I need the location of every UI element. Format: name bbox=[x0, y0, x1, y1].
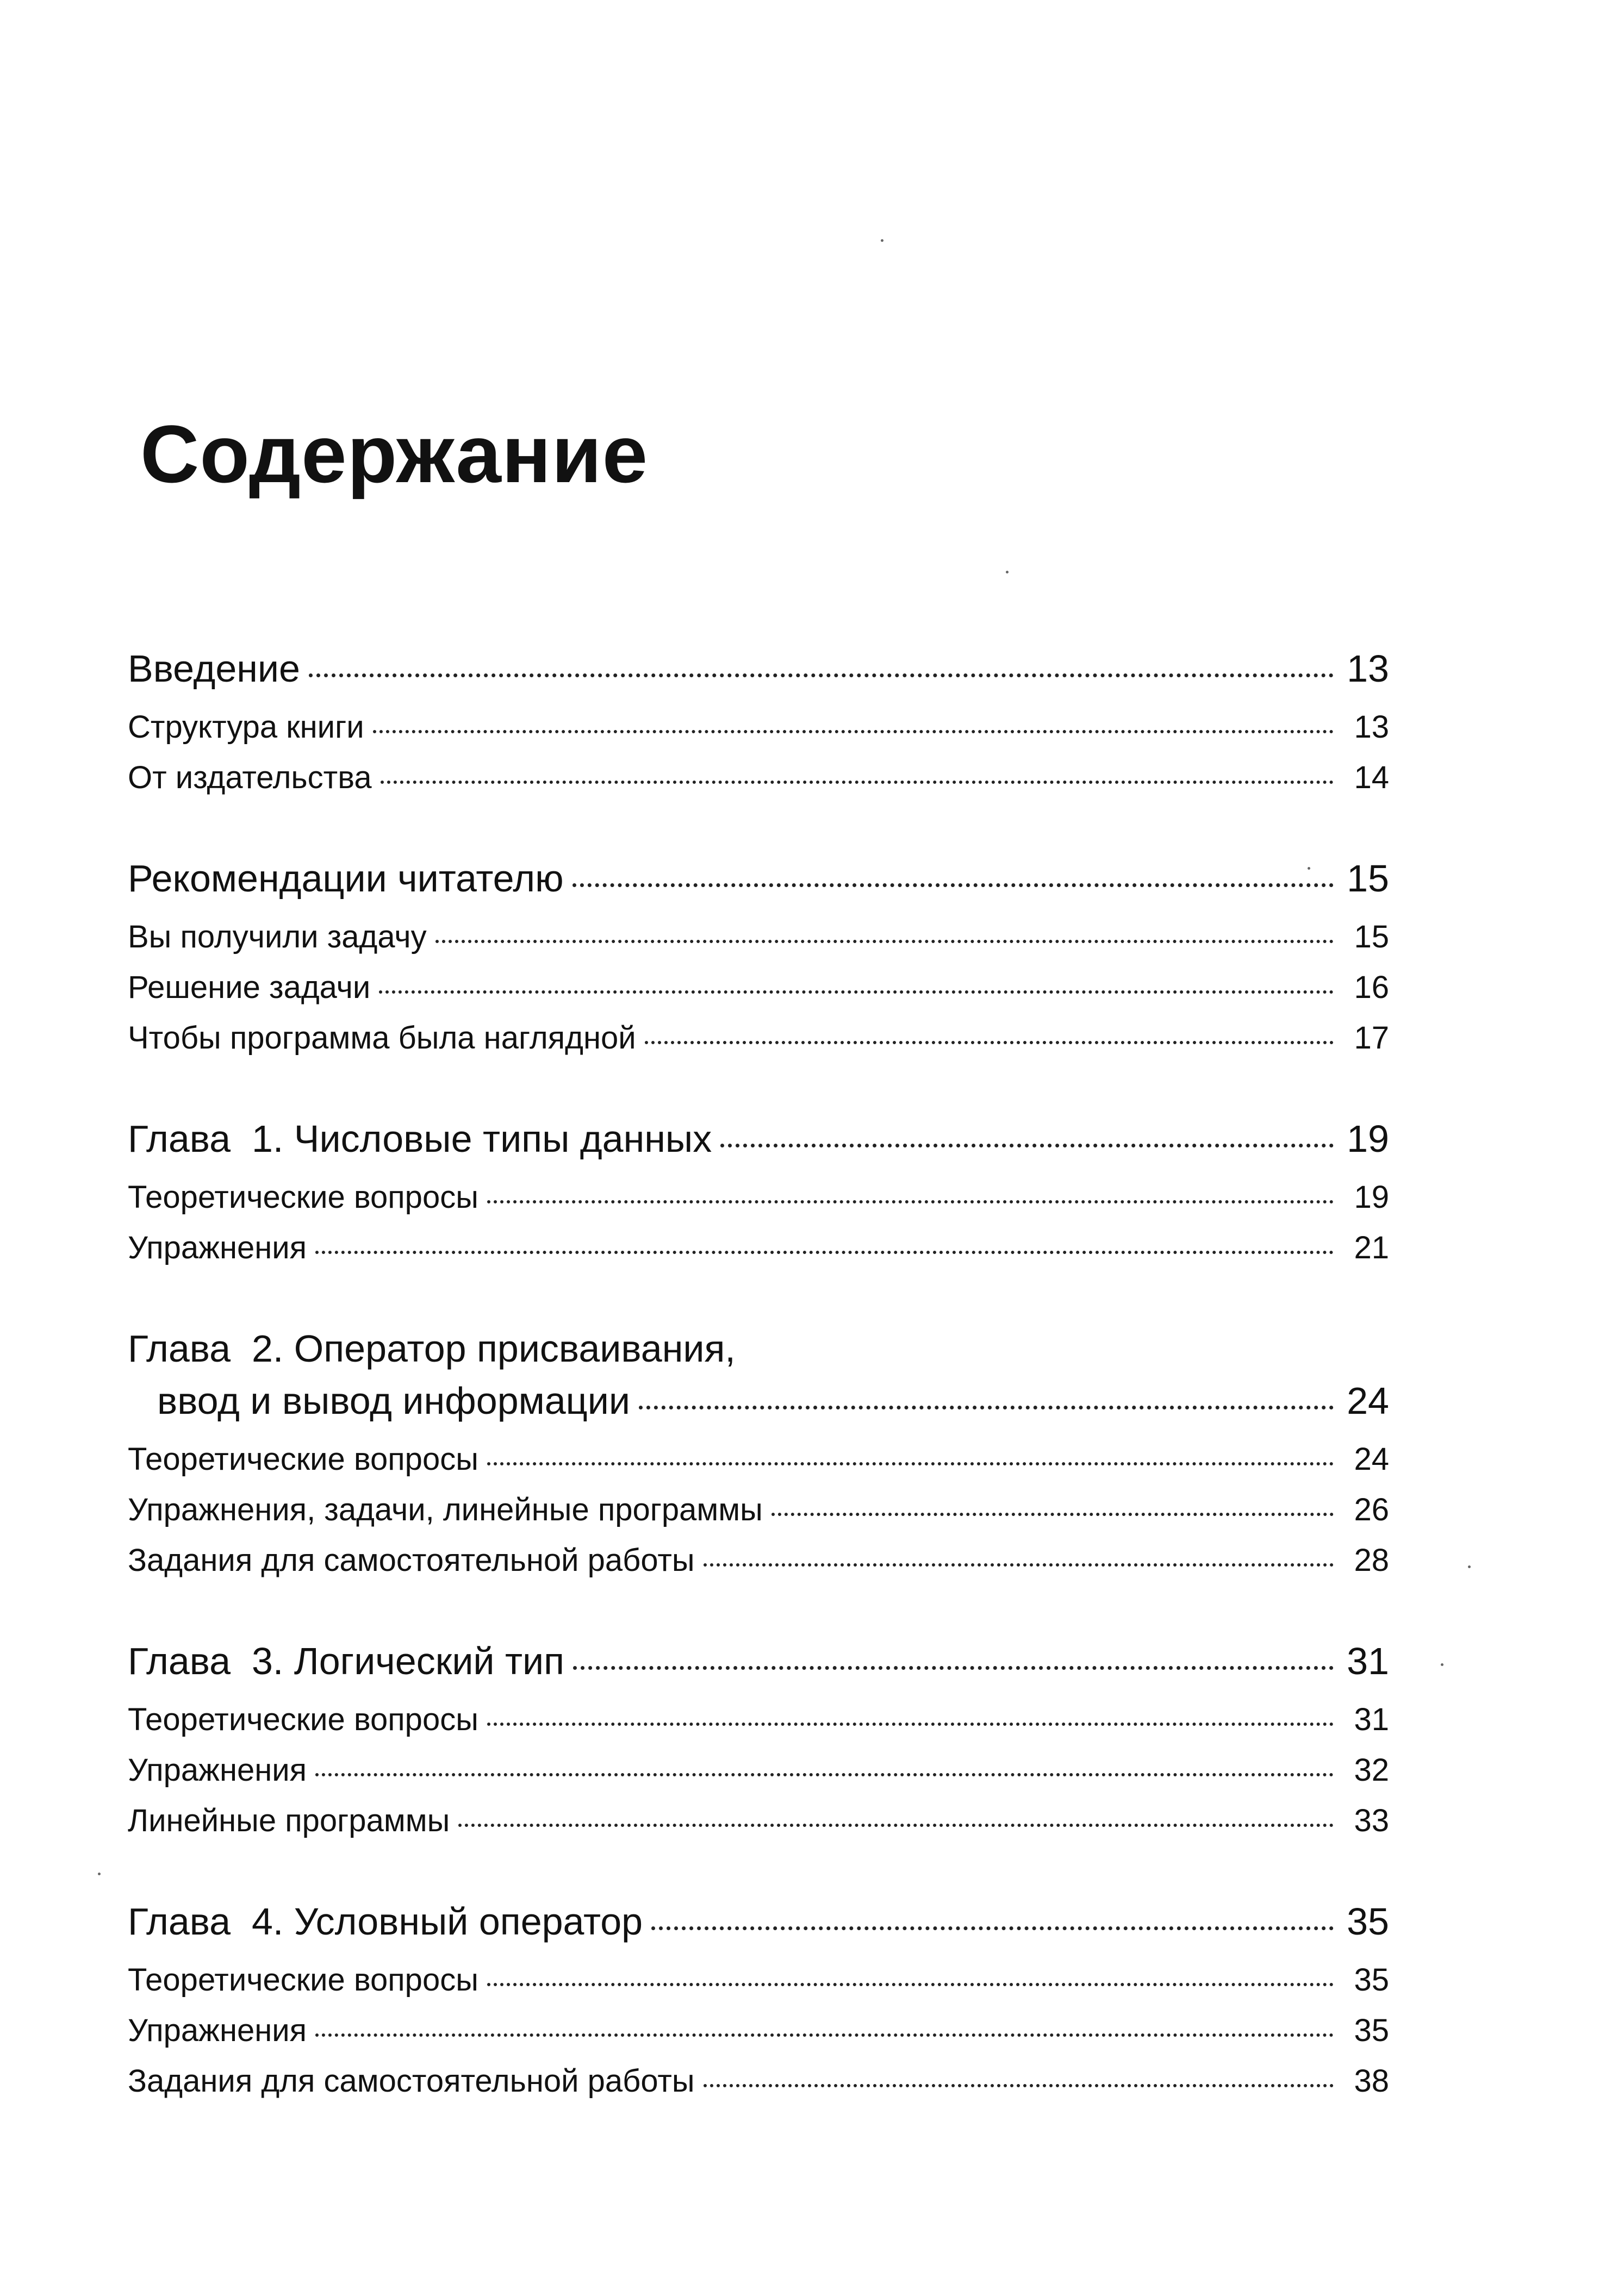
dot-leader bbox=[645, 1041, 1334, 1044]
scan-speck bbox=[1308, 867, 1310, 870]
toc-subentry-title: Теоретические вопросы bbox=[128, 1180, 478, 1215]
dot-leader bbox=[487, 1723, 1334, 1726]
scan-speck bbox=[1468, 1565, 1471, 1568]
toc-page-number: 15 bbox=[1354, 919, 1389, 954]
toc-page-number: 13 bbox=[1354, 709, 1389, 745]
toc-entry-title-line1[interactable]: Глава 2. Оператор присваивания, bbox=[128, 1327, 736, 1370]
toc-entry-title: Введение bbox=[128, 647, 300, 690]
toc-subentry-title: Задания для самостоятельной работы bbox=[128, 2063, 695, 2099]
dot-leader bbox=[458, 1824, 1334, 1827]
toc-subentry[interactable] bbox=[128, 1020, 1389, 1070]
scan-speck bbox=[1006, 571, 1009, 573]
toc-page-number: 24 bbox=[1347, 1380, 1389, 1422]
toc-page-number: 19 bbox=[1347, 1118, 1389, 1160]
toc-entry[interactable] bbox=[128, 857, 1389, 914]
toc-section-chapter-3 bbox=[128, 1639, 1389, 1853]
dot-leader bbox=[573, 1666, 1334, 1670]
toc-page-number: 35 bbox=[1347, 1900, 1389, 1943]
dot-leader bbox=[373, 730, 1334, 733]
toc-subentry[interactable] bbox=[128, 2012, 1389, 2063]
toc-subentry[interactable] bbox=[128, 709, 1389, 759]
toc-subentry-title: От издательства bbox=[128, 760, 372, 795]
toc-subentry[interactable] bbox=[128, 1230, 1389, 1280]
toc-page-number: 15 bbox=[1347, 857, 1389, 900]
toc-subentry-title: Чтобы программа была наглядной bbox=[128, 1020, 636, 1056]
dot-leader bbox=[381, 781, 1334, 784]
toc-page-number: 31 bbox=[1347, 1640, 1389, 1682]
toc-page-number: 13 bbox=[1347, 647, 1389, 690]
toc-page-number: 14 bbox=[1354, 760, 1389, 795]
toc-subentry-title: Решение задачи bbox=[128, 970, 371, 1005]
toc-section-chapter-4 bbox=[128, 1900, 1389, 2113]
toc-page-number: 26 bbox=[1354, 1492, 1389, 1527]
dot-leader bbox=[309, 673, 1334, 677]
toc-section-chapter-1 bbox=[128, 1117, 1389, 1280]
dot-leader bbox=[704, 2084, 1334, 2087]
toc-page-number: 19 bbox=[1354, 1180, 1389, 1215]
dot-leader bbox=[379, 990, 1334, 994]
toc-page-number: 28 bbox=[1354, 1543, 1389, 1578]
toc-entry[interactable] bbox=[128, 1379, 1389, 1437]
toc-subentry[interactable] bbox=[128, 1441, 1389, 1492]
toc-section-chapter-2 bbox=[128, 1327, 1389, 1593]
toc-page-number: 35 bbox=[1354, 1962, 1389, 1998]
toc-entry-title-line2: ввод и вывод информации bbox=[157, 1380, 630, 1422]
dot-leader bbox=[704, 1563, 1334, 1567]
toc-subentry-title: Теоретические вопросы bbox=[128, 1962, 478, 1998]
toc-subentry-title: Структура книги bbox=[128, 709, 364, 745]
toc-entry-title: Рекомендации читателю bbox=[128, 857, 564, 900]
toc-section-recommendations bbox=[128, 857, 1389, 1070]
dot-leader bbox=[639, 1406, 1334, 1409]
toc-subentry[interactable] bbox=[128, 919, 1389, 969]
toc-subentry[interactable] bbox=[128, 2063, 1389, 2113]
dot-leader bbox=[315, 1773, 1334, 1776]
toc-entry[interactable] bbox=[128, 1639, 1389, 1697]
toc-page-number: 35 bbox=[1354, 2013, 1389, 2048]
toc-subentry[interactable] bbox=[128, 1542, 1389, 1593]
toc-page-number: 21 bbox=[1354, 1230, 1389, 1265]
toc-page-number: 31 bbox=[1354, 1702, 1389, 1737]
toc-entry-title: Глава 4. Условный оператор bbox=[128, 1900, 643, 1943]
toc-subentry-title: Вы получили задачу bbox=[128, 919, 427, 954]
scan-speck bbox=[1441, 1663, 1443, 1666]
toc-subentry-title: Задания для самостоятельной работы bbox=[128, 1543, 695, 1578]
toc-subentry[interactable] bbox=[128, 1802, 1389, 1853]
toc-page-number: 16 bbox=[1354, 970, 1389, 1005]
toc-entry-title: Глава 1. Числовые типы данных bbox=[128, 1118, 712, 1160]
toc-subentry[interactable] bbox=[128, 1962, 1389, 2012]
dot-leader bbox=[487, 1462, 1334, 1465]
toc-subentry-title: Линейные программы bbox=[128, 1803, 450, 1838]
toc-subentry[interactable] bbox=[128, 1752, 1389, 1802]
toc-entry[interactable] bbox=[128, 1117, 1389, 1175]
toc-subentry-title: Упражнения bbox=[128, 2013, 307, 2048]
toc-subentry-title: Упражнения bbox=[128, 1752, 307, 1788]
dot-leader bbox=[315, 1251, 1334, 1254]
toc-section-introduction bbox=[128, 647, 1389, 810]
toc-page-number: 24 bbox=[1354, 1442, 1389, 1477]
dot-leader bbox=[572, 883, 1334, 887]
toc-subentry[interactable] bbox=[128, 759, 1389, 810]
toc-page-number: 17 bbox=[1354, 1020, 1389, 1056]
toc-subentry-title: Упражнения bbox=[128, 1230, 307, 1265]
dot-leader bbox=[435, 940, 1334, 943]
dot-leader bbox=[487, 1983, 1334, 1986]
toc-subentry[interactable] bbox=[128, 1492, 1389, 1542]
toc-entry-title: Глава 3. Логический тип bbox=[128, 1640, 565, 1682]
toc-page-number: 33 bbox=[1354, 1803, 1389, 1838]
table-of-contents bbox=[128, 647, 1389, 2113]
page-title: Содержание bbox=[140, 408, 649, 500]
toc-entry[interactable] bbox=[128, 647, 1389, 704]
dot-leader bbox=[771, 1513, 1334, 1516]
toc-subentry[interactable] bbox=[128, 1701, 1389, 1752]
scan-speck bbox=[881, 239, 883, 242]
toc-subentry-title: Упражнения, задачи, линейные программы bbox=[128, 1492, 763, 1527]
dot-leader bbox=[720, 1144, 1334, 1147]
dot-leader bbox=[487, 1200, 1334, 1203]
toc-subentry[interactable] bbox=[128, 969, 1389, 1020]
toc-subentry-title: Теоретические вопросы bbox=[128, 1442, 478, 1477]
toc-subentry-title: Теоретические вопросы bbox=[128, 1702, 478, 1737]
toc-page-number: 38 bbox=[1354, 2063, 1389, 2099]
toc-subentry[interactable] bbox=[128, 1179, 1389, 1230]
dot-leader bbox=[651, 1926, 1334, 1930]
dot-leader bbox=[315, 2033, 1334, 2037]
toc-entry[interactable] bbox=[128, 1900, 1389, 1957]
toc-page-number: 32 bbox=[1354, 1752, 1389, 1788]
scan-speck bbox=[98, 1873, 101, 1875]
